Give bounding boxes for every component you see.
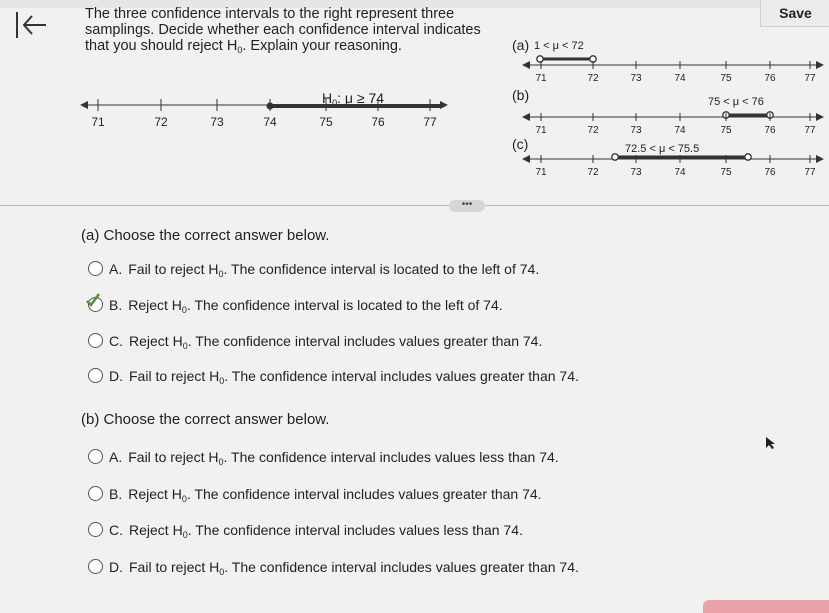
tick-label: 73	[630, 167, 642, 178]
tick-label: 77	[804, 167, 816, 178]
radio-button[interactable]	[88, 333, 103, 348]
tick-label: 74	[674, 125, 686, 136]
tick-label: 72	[154, 115, 168, 129]
interval-b-number-line	[520, 104, 825, 140]
radio-button[interactable]	[88, 449, 103, 464]
interval-a-number-line	[520, 52, 825, 88]
problem-line-2: samplings. Decide whether each confidence interval indicates	[85, 22, 481, 38]
bottom-progress-bar	[703, 600, 829, 613]
radio-button-selected[interactable]	[88, 297, 103, 312]
tick-label: 76	[764, 167, 776, 178]
tick-label: 77	[423, 115, 437, 129]
back-arrow-icon[interactable]	[14, 8, 50, 42]
save-button[interactable]: Save	[760, 0, 829, 27]
radio-button[interactable]	[88, 559, 103, 574]
tick-label: 74	[263, 115, 277, 129]
tick-label: 73	[210, 115, 224, 129]
tick-label: 72	[587, 73, 599, 84]
tick-label: 76	[764, 125, 776, 136]
tick-label: 74	[674, 73, 686, 84]
interval-a-letter: (a)	[512, 37, 530, 53]
interval-b-letter: (b)	[512, 87, 530, 103]
tick-label: 71	[535, 73, 547, 84]
part-b-option-c[interactable]: C. Reject $H_0$. The confidence interval includes values less than 74.	[88, 522, 523, 540]
hypothesis-number-line	[80, 94, 450, 134]
mouse-cursor-icon	[765, 436, 777, 450]
section-divider	[0, 205, 829, 206]
problem-statement	[85, 6, 505, 58]
interval-a-label: 1 < μ < 72	[534, 40, 584, 52]
tick-label: 72	[587, 125, 599, 136]
tick-label: 71	[535, 125, 547, 136]
tick-label: 76	[764, 73, 776, 84]
hypothesis-label: $H_0$: μ ≥ 74	[322, 90, 385, 108]
tick-label: 75	[720, 125, 732, 136]
radio-button[interactable]	[88, 486, 103, 501]
checkmark-icon	[85, 292, 101, 308]
tick-label: 75	[319, 115, 333, 129]
interval-c-number-line	[520, 152, 825, 188]
part-a-option-a[interactable]: A. Fail to reject $H_0$. The confidence interval is located to the left of 74.	[88, 261, 539, 279]
tick-label: 73	[630, 73, 642, 84]
tick-label: 76	[371, 115, 385, 129]
tick-label: 71	[535, 167, 547, 178]
radio-button[interactable]	[88, 368, 103, 383]
part-b-option-d[interactable]: D. Fail to reject $H_0$. The confidence interval includes values greater than 74.	[88, 559, 579, 577]
more-button[interactable]: •••	[449, 200, 485, 212]
tick-label: 71	[91, 115, 105, 129]
interval-c-label: 72.5 < μ < 75.5	[625, 143, 700, 155]
radio-button[interactable]	[88, 261, 103, 276]
tick-label: 72	[587, 167, 599, 178]
interval-c-letter: (c)	[512, 136, 529, 152]
part-a-option-b[interactable]: B. Reject $H_0$. The confidence interval is located to the left of 74.	[88, 297, 503, 315]
part-a-option-c[interactable]: C. Reject $H_0$. The confidence interval includes values greater than 74.	[88, 333, 542, 351]
tick-label: 73	[630, 125, 642, 136]
part-b-prompt: (b) Choose the correct answer below.	[81, 411, 330, 428]
part-b-option-b[interactable]: B. Reject $H_0$. The confidence interval includes values greater than 74.	[88, 486, 542, 504]
radio-button[interactable]	[88, 522, 103, 537]
problem-line-1: The three confidence intervals to the right represent three	[85, 6, 455, 22]
part-a-option-d[interactable]: D. Fail to reject $H_0$. The confidence interval includes values greater than 74.	[88, 368, 579, 386]
part-a-prompt: (a) Choose the correct answer below.	[81, 227, 330, 244]
part-b-option-a[interactable]: A. Fail to reject $H_0$. The confidence interval includes values less than 74.	[88, 449, 559, 467]
problem-line-3: that you should reject $H_0$. Explain your reasoning.	[85, 38, 402, 55]
tick-label: 77	[804, 125, 816, 136]
interval-b-label: 75 < μ < 76	[708, 96, 764, 108]
tick-label: 75	[720, 167, 732, 178]
tick-label: 75	[720, 73, 732, 84]
tick-label: 74	[674, 167, 686, 178]
tick-label: 77	[804, 73, 816, 84]
